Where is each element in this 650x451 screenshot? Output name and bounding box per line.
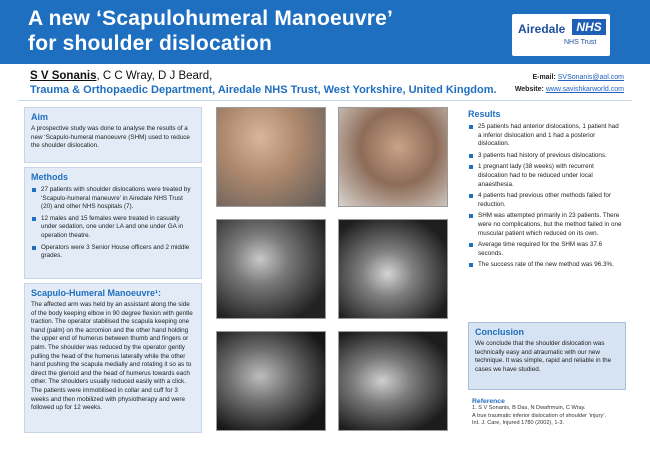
reference-heading: Reference [472,398,505,405]
reference-line: A true traumatic inferior dislocation of shoulder ‘injury’. [472,412,607,419]
results-panel [462,106,628,314]
aim-panel [24,107,202,163]
reference-block [472,398,628,428]
results-item: The success rate of the new method was 96.3%. [468,261,622,270]
results-item: 25 patients had anterior dislocations, 1 patient had a inferior dislocation and 1 had a posterior dislocation. [468,123,622,149]
title-line-1: A new ‘Scapulohumeral Manoeuvre’ [28,7,394,30]
manoeuvre-text: The affected arm was held by an assistant along the side of the body keeping elbow in 90 degree flexion with gentle traction. The operator stabilised the scapula keeping one hand (palm) on the acromion and the other hand holding the upper end of humerus between thumb and fingers or palm. The shoulder was reduced by the operator gently pulling the head of the humerus laterally while the other hand pushing the scapula medially and rotating it so as to direct the glenoid and the head of humerus towards each other. The shoulders usually reduced easily with a click. The patients were immobilised in collar and cuff for 3 weeks and then mobilized with physiotherapy and were followed up for 12 weeks. [31,301,193,412]
title-line-2: for shoulder dislocation [28,32,272,55]
conclusion-heading: Conclusion [475,327,524,337]
clinical-photo-traction [216,107,326,207]
xray-reduced-1 [216,331,326,431]
manoeuvre-panel [24,283,202,433]
authors [30,70,212,82]
methods-item: 27 patients with shoulder dislocations were treated by ‘Scapulo-humeral maneuvre’ in Airedale NHS Trust (20) and other NHS hospitals (7). [31,186,195,212]
website-label: Website: [514,86,544,93]
divider [18,100,632,101]
conclusion-panel [468,322,626,390]
xray-dislocation-2 [338,219,448,319]
email-label: E-mail: [532,74,556,81]
methods-item: 12 males and 15 females were treated in casualty under sedation, one under LA and one under GA in operation theatre. [31,215,195,241]
logo-trust: NHS Trust [564,39,597,46]
website-link[interactable]: www.savishkarworld.com [545,86,624,93]
reference-line: Int. J. Care, Injured 1780 (2002), 1-3. [472,420,565,427]
airedale-nhs-logo [512,14,610,56]
results-item: 1 pregnant lady (38 weeks) with recurrent dislocation had to be reduced under local anaesthesia. [468,163,622,189]
nhs-badge: NHS [572,19,606,35]
email-link[interactable]: SVSonanis@aol.com [557,74,624,81]
poster-header [0,0,650,64]
results-item: Average time required for the SHM was 37.6 seconds. [468,241,622,258]
clinical-photo-reduction [338,107,448,207]
aim-text: A prospective study was done to analyse the results of a new ‘Scapulo-humeral manoeuvre (SHM) used to reduce the shoulder dislocation. [31,125,190,150]
conclusion-text: We conclude that the shoulder dislocation was technically easy and atraumatic with our new technique. It was simple, rapid and reliable in the cases we have studied. [475,340,612,373]
reference-line: 1. S V Sonanis, B Das, N Dwafrmuin, C Wray. [472,405,586,412]
department: Trauma & Orthopaedic Department, Airedale NHS Trust, West Yorkshire, United Kingdom. [30,84,497,96]
poster-title [28,6,393,56]
methods-heading: Methods [31,172,68,182]
xray-dislocation-1 [216,219,326,319]
methods-panel [24,167,202,279]
results-item: 3 patients had history of previous dislocations. [468,152,622,161]
aim-heading: Aim [31,112,49,122]
methods-item: Operators were 3 Senior House officers and 2 middle grades. [31,244,195,261]
results-heading: Results [468,109,501,119]
first-author: S V Sonanis [30,70,97,82]
xray-reduced-2 [338,331,448,431]
contact-info [515,72,624,96]
results-item: SHM was attempted primarily in 23 patients. There were no complications, but the method failed in one muscular patient which reduced on its own. [468,212,622,238]
other-authors: , C C Wray, D J Beard, [96,70,213,82]
results-item: 4 patients had previous other methods failed for reduction. [468,192,622,209]
logo-name: Airedale [518,22,566,36]
manoeuvre-heading: Scapulo-Humeral Manoeuvre¹: [31,288,162,298]
